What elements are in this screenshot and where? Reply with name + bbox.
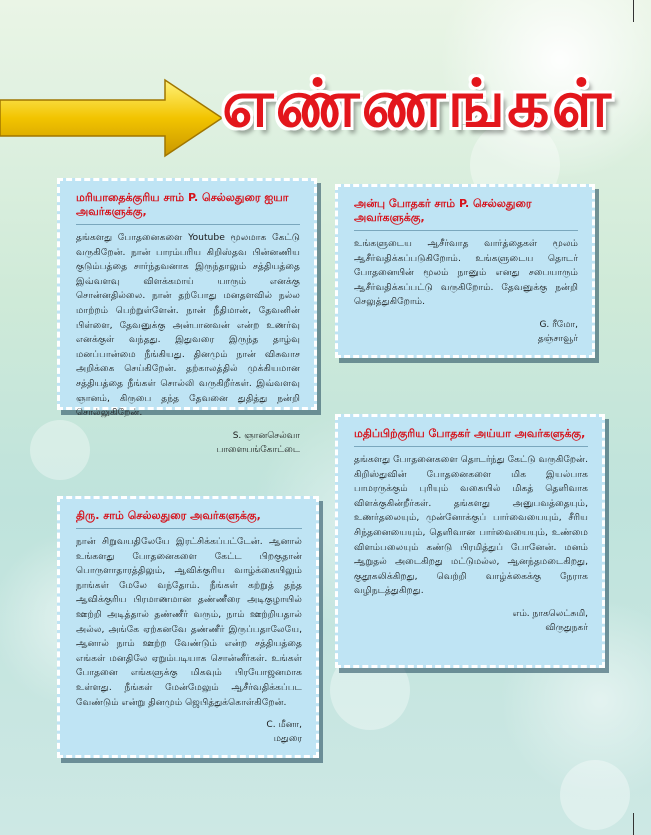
letter-place: மதுரை (273, 734, 302, 745)
letter-body: தங்களது போதனைகளை தொடர்ந்து கேட்டு வருகிறேன். கிறிஸ்துவின் போதனைகளை மிக இயல்பாக பாமரருக்கும் புரியும் வகையில் மிகத் தெளிவாக விளக்குகின்றீர்கள். தங்களது அனுபவத்தையும், உணர்தலையும், முன்னோக்குப் பார்வையையும், சீரிய சிந்தனையையும், தெளிவான பார்வையையும், உண்மை விளம்பலையும் கண்டு பிரமித்துப் போனேன். மனம் ஆறுதல் அடைகிறது மட்டுமல்ல, ஆனந்தமடைகிறது, குதூகலிக்கிறது, வெற்றி வாழ்க்கைக்கு நேராக வழிநடத்துகிறது. (354, 454, 588, 597)
letter-card (335, 184, 595, 358)
letter-author: எம். நாகலெட்சுமி, (512, 608, 588, 619)
arrow-icon (0, 78, 230, 158)
letter-place: விருதுநகர் (545, 622, 588, 633)
letter-card (57, 496, 319, 758)
crop-mark (633, 813, 634, 835)
letter-salutation: மரியாதைக்குரிய சாம் P. செல்லதுரை ஐயா அவர்களுக்கு, (76, 191, 300, 225)
letter-salutation: திரு. சாம் செல்லதுரை அவர்களுக்கு, (76, 509, 302, 529)
page-title: எண்ணங்கள் (222, 64, 614, 142)
letter-body: தங்களது போதனைகளை Youtube மூலமாக கேட்டு வருகிறேன். நான் பாரம்பரிய கிறிஸ்தவ பின்னணிய குடும்பத்தை சார்ந்தவனாக இருந்தாலும் சத்தியத்தை இவ்வளவு விளக்கமாய் யாரும் எனக்கு சொன்னதில்லை. நான் தற்போது மனதளவில் நல்ல மாற்றம் பெற்றுள்ளேன். நான் நீதிமான், தேவனின் பிள்ளை, தேவனுக்கு அன்பானவன் என்ற உணர்வு எனக்குள் வந்தது. இதுவரை இருந்த தாழ்வு மனப்பான்மை நீங்கியது. தினமும் நான் விசுவாச அறிக்கை செய்கிறேன். தற்காலத்தில் முக்கியமான சத்தியத்தை நீங்கள் சொல்லி வருகிறீர்கள். இவ்வளவு ஞானம், கிருபை தந்த தேவனை துதித்து நன்றி சொல்லுகிறேன். (76, 232, 300, 419)
crop-mark (633, 0, 634, 22)
letter-card (57, 178, 317, 455)
letter-salutation: அன்பு போதகர் சாம் P. செல்லதுரை அவர்களுக்கு, (354, 197, 578, 231)
letter-place: தஞ்சாவூர் (537, 333, 578, 344)
letter-place: பாளையங்கோட்டை (216, 444, 300, 455)
letter-author: S. ஞானசெல்வா (232, 430, 300, 441)
letter-author: G. ரீமோ, (539, 319, 578, 330)
letter-body: நான் சிறுவயதிலேயே இரட்சிக்கப்பட்டேன். ஆனால் உங்களது போதனைகளை கேட்ட பிறகுதான் பொருளாதாரத்திலும், ஆவிக்குரிய வாழ்க்கையிலும் நாங்கள் மேலே வந்தோம். நீங்கள் கற்றுத் தந்த ஆவிக்குரிய பிரமாணமான தண்ணீரை அடிகுழாயில் ஊற்றி அடித்தால் தண்ணீர் வரும், நாம் ஊற்றியதால் அல்ல, அங்கே ஏற்கனவே தண்ணீர் இருப்பதாலேயே, ஆனால் நாம் ஊற்ற வேண்டும் என்ற சத்தியத்தை எங்கள் மனதிலே ஏறும்படியாக சொன்னீர்கள். உங்கள் போதனை எங்களுக்கு மிகவும் பிரயோஜனமாக உள்ளது. நீங்கள் மேன்மேலும் ஆசீர்வதிக்கப்பட வேண்டும் என்று தினமும் ஜெபித்துக்கொள்கிறேன். (76, 536, 302, 708)
letter-body: உங்களுடைய ஆசீர்வாத வார்த்தைகள் மூலம் ஆசீர்வதிக்கப்படுகிறோம். உங்களுடைய தொடர் போதனையின் மூலம் நானும் எனது சபையாரும் ஆசீர்வதிக்கப்பட்டு வருகிறோம். தேவனுக்கு நன்றி செலுத்துகிறோம். (354, 238, 578, 308)
letter-salutation: மதிப்பிற்குரிய போதகர் அய்யா அவர்களுக்கு, (354, 427, 588, 447)
letter-author: C. மீனா, (266, 720, 302, 731)
letter-card (335, 414, 605, 668)
